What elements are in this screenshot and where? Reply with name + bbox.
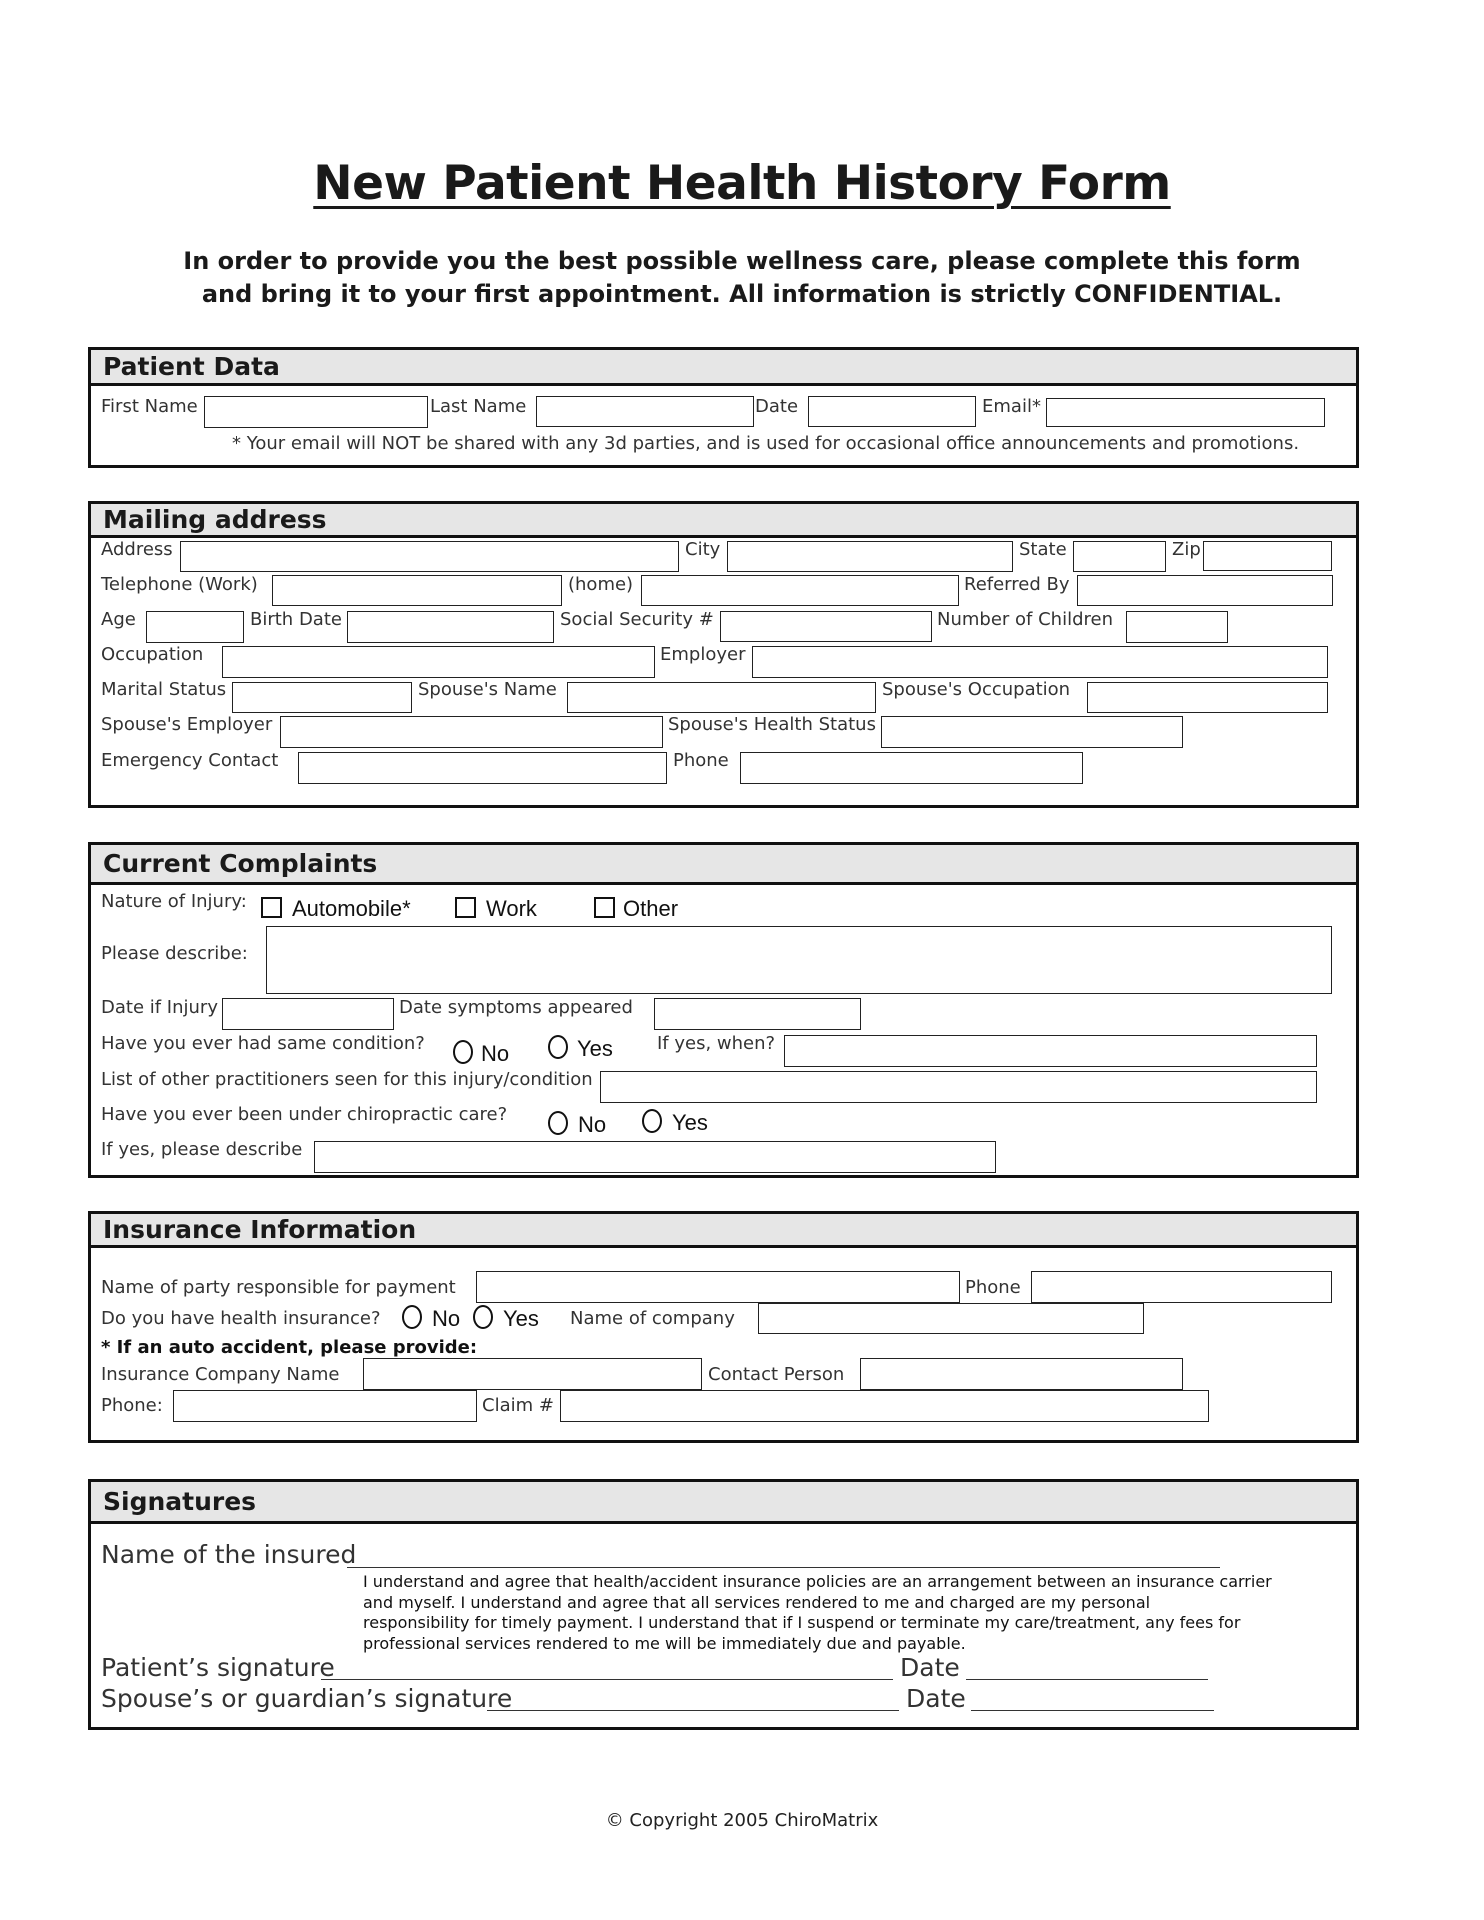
occupation-field[interactable] bbox=[222, 646, 655, 678]
insurance-company-field[interactable] bbox=[363, 1358, 702, 1390]
insurance-header: Insurance Information bbox=[91, 1214, 1356, 1248]
state-label: State bbox=[1019, 539, 1067, 560]
auto-accident-note: * If an auto accident, please provide: bbox=[101, 1337, 478, 1358]
agreement-line-3: responsibility for timely payment. I understand that if I suspend or terminate my care/treatment, any fees for bbox=[363, 1613, 1241, 1632]
claim-number-field[interactable] bbox=[560, 1390, 1209, 1422]
company-name-field[interactable] bbox=[758, 1303, 1144, 1334]
automobile-checkbox[interactable] bbox=[261, 897, 282, 918]
claim-number-label: Claim # bbox=[482, 1395, 554, 1416]
practitioners-label: List of other practitioners seen for this injury/condition bbox=[101, 1069, 593, 1090]
chiropractic-care-label: Have you ever been under chiropractic care? bbox=[101, 1104, 508, 1125]
injury-description-field[interactable] bbox=[266, 926, 1332, 994]
telephone-home-field[interactable] bbox=[641, 575, 959, 606]
spouse-occupation-label: Spouse's Occupation bbox=[882, 679, 1071, 700]
ssn-field[interactable] bbox=[720, 611, 932, 642]
spouse-employer-field[interactable] bbox=[280, 716, 663, 748]
referred-by-label: Referred By bbox=[964, 574, 1070, 595]
health-insurance-label: Do you have health insurance? bbox=[101, 1308, 381, 1329]
first-name-label: First Name bbox=[101, 396, 198, 417]
emergency-contact-label: Emergency Contact bbox=[101, 750, 279, 771]
insurance-phone-label: Phone: bbox=[101, 1395, 163, 1416]
emergency-contact-field[interactable] bbox=[298, 752, 667, 784]
agreement-line-1: I understand and agree that health/accident insurance policies are an arrangement between an insurance carrier bbox=[363, 1572, 1272, 1591]
city-field[interactable] bbox=[727, 541, 1013, 572]
patient-date-label: Date bbox=[900, 1653, 960, 1682]
zip-field[interactable] bbox=[1203, 541, 1332, 571]
chiropractic-yes-label: Yes bbox=[672, 1110, 708, 1135]
health-insurance-yes-radio[interactable] bbox=[473, 1305, 493, 1329]
spouse-date-label: Date bbox=[906, 1684, 966, 1713]
state-field[interactable] bbox=[1073, 541, 1166, 572]
children-field[interactable] bbox=[1126, 611, 1228, 643]
work-label: Work bbox=[486, 896, 537, 921]
patient-date-line[interactable] bbox=[966, 1679, 1208, 1680]
date-of-injury-label: Date if Injury bbox=[101, 997, 218, 1018]
employer-label: Employer bbox=[660, 644, 746, 665]
signatures-header: Signatures bbox=[91, 1482, 1356, 1524]
date-field[interactable] bbox=[808, 396, 976, 427]
marital-status-field[interactable] bbox=[232, 682, 412, 713]
insurance-agreement-text bbox=[363, 1572, 1343, 1654]
email-label: Email* bbox=[982, 396, 1041, 417]
marital-status-label: Marital Status bbox=[101, 679, 227, 700]
nature-of-injury-label: Nature of Injury: bbox=[101, 891, 247, 912]
occupation-label: Occupation bbox=[101, 644, 204, 665]
contact-person-field[interactable] bbox=[860, 1358, 1183, 1390]
same-condition-yes-radio[interactable] bbox=[548, 1035, 568, 1059]
page-title bbox=[0, 156, 1484, 211]
ssn-label: Social Security # bbox=[560, 609, 714, 630]
spouse-signature-label: Spouse’s or guardian’s signature bbox=[101, 1684, 513, 1713]
telephone-work-label: Telephone (Work) bbox=[101, 574, 258, 595]
chiropractic-yes-radio[interactable] bbox=[642, 1109, 662, 1133]
agreement-line-4: professional services rendered to me will be immediately due and payable. bbox=[363, 1633, 966, 1653]
spouse-name-label: Spouse's Name bbox=[418, 679, 557, 700]
employer-field[interactable] bbox=[752, 646, 1328, 678]
automobile-label: Automobile* bbox=[292, 896, 411, 921]
agreement-line-2: and myself. I understand and agree that all services rendered to me and charged are my personal bbox=[363, 1592, 1151, 1612]
subtitle-line-2: and bring it to your first appointment. All information is strictly CONFIDENTIAL. bbox=[201, 280, 1283, 308]
responsible-party-field[interactable] bbox=[476, 1271, 960, 1303]
same-condition-no-radio[interactable] bbox=[453, 1040, 473, 1064]
spouse-health-status-field[interactable] bbox=[881, 716, 1183, 748]
other-label: Other bbox=[623, 896, 679, 921]
responsible-phone-label: Phone bbox=[965, 1277, 1021, 1298]
children-label: Number of Children bbox=[937, 609, 1113, 630]
responsible-phone-field[interactable] bbox=[1031, 1271, 1332, 1303]
page-title-text: New Patient Health History Form bbox=[313, 156, 1171, 211]
date-of-injury-field[interactable] bbox=[222, 998, 394, 1030]
if-yes-when-field[interactable] bbox=[784, 1035, 1317, 1067]
subtitle-line-1: In order to provide you the best possible wellness care, please complete this form bbox=[183, 247, 1301, 275]
email-privacy-note: * Your email will NOT be shared with any 3d parties, and is used for occasional office announcements and promotions. bbox=[232, 433, 1300, 454]
mailing-address-header: Mailing address bbox=[91, 504, 1356, 538]
date-symptoms-label: Date symptoms appeared bbox=[399, 997, 633, 1018]
copyright: © Copyright 2005 ChiroMatrix bbox=[605, 1810, 879, 1831]
insured-name-line[interactable] bbox=[347, 1567, 1220, 1568]
address-field[interactable] bbox=[180, 541, 679, 572]
spouse-occupation-field[interactable] bbox=[1087, 682, 1328, 713]
emergency-phone-field[interactable] bbox=[740, 752, 1083, 784]
city-label: City bbox=[685, 539, 721, 560]
same-condition-no-label: No bbox=[481, 1041, 510, 1066]
last-name-field[interactable] bbox=[536, 396, 754, 427]
health-insurance-no-label: No bbox=[432, 1306, 461, 1331]
health-insurance-yes-label: Yes bbox=[503, 1306, 539, 1331]
zip-label: Zip bbox=[1172, 539, 1201, 560]
date-label: Date bbox=[755, 396, 799, 417]
referred-by-field[interactable] bbox=[1077, 575, 1333, 606]
if-yes-describe-label: If yes, please describe bbox=[101, 1139, 303, 1160]
first-name-field[interactable] bbox=[204, 396, 428, 428]
health-insurance-no-radio[interactable] bbox=[402, 1305, 422, 1329]
spouse-date-line[interactable] bbox=[971, 1710, 1214, 1711]
work-checkbox[interactable] bbox=[455, 897, 476, 918]
patient-signature-label: Patient’s signature bbox=[101, 1653, 335, 1682]
emergency-phone-label: Phone bbox=[673, 750, 729, 771]
spouse-employer-label: Spouse's Employer bbox=[101, 714, 273, 735]
insurance-company-label: Insurance Company Name bbox=[101, 1364, 340, 1385]
insured-name-label: Name of the insured bbox=[101, 1540, 357, 1569]
address-label: Address bbox=[101, 539, 173, 560]
age-field[interactable] bbox=[146, 611, 244, 643]
chiropractic-no-radio[interactable] bbox=[548, 1111, 568, 1135]
telephone-home-label: (home) bbox=[568, 574, 634, 595]
other-checkbox[interactable] bbox=[594, 897, 615, 918]
practitioners-field[interactable] bbox=[600, 1071, 1317, 1103]
insurance-phone-field[interactable] bbox=[173, 1390, 477, 1422]
telephone-work-field[interactable] bbox=[272, 575, 562, 606]
current-complaints-header: Current Complaints bbox=[91, 845, 1356, 885]
chiropractic-no-label: No bbox=[578, 1112, 607, 1137]
same-condition-label: Have you ever had same condition? bbox=[101, 1033, 425, 1054]
company-name-label: Name of company bbox=[570, 1308, 735, 1329]
patient-signature-line[interactable] bbox=[321, 1679, 893, 1680]
responsible-party-label: Name of party responsible for payment bbox=[101, 1277, 456, 1298]
spouse-health-status-label: Spouse's Health Status bbox=[668, 714, 876, 735]
contact-person-label: Contact Person bbox=[708, 1364, 845, 1385]
spouse-signature-line[interactable] bbox=[487, 1710, 899, 1711]
if-yes-when-label: If yes, when? bbox=[657, 1033, 776, 1054]
birth-date-field[interactable] bbox=[347, 611, 554, 643]
birth-date-label: Birth Date bbox=[250, 609, 342, 630]
please-describe-label: Please describe: bbox=[101, 943, 248, 964]
age-label: Age bbox=[101, 609, 136, 630]
date-symptoms-field[interactable] bbox=[654, 998, 861, 1030]
patient-data-header: Patient Data bbox=[91, 350, 1356, 386]
if-yes-describe-field[interactable] bbox=[314, 1141, 996, 1173]
spouse-name-field[interactable] bbox=[567, 682, 876, 713]
last-name-label: Last Name bbox=[430, 396, 527, 417]
same-condition-yes-label: Yes bbox=[577, 1036, 613, 1061]
email-field[interactable] bbox=[1046, 398, 1325, 427]
